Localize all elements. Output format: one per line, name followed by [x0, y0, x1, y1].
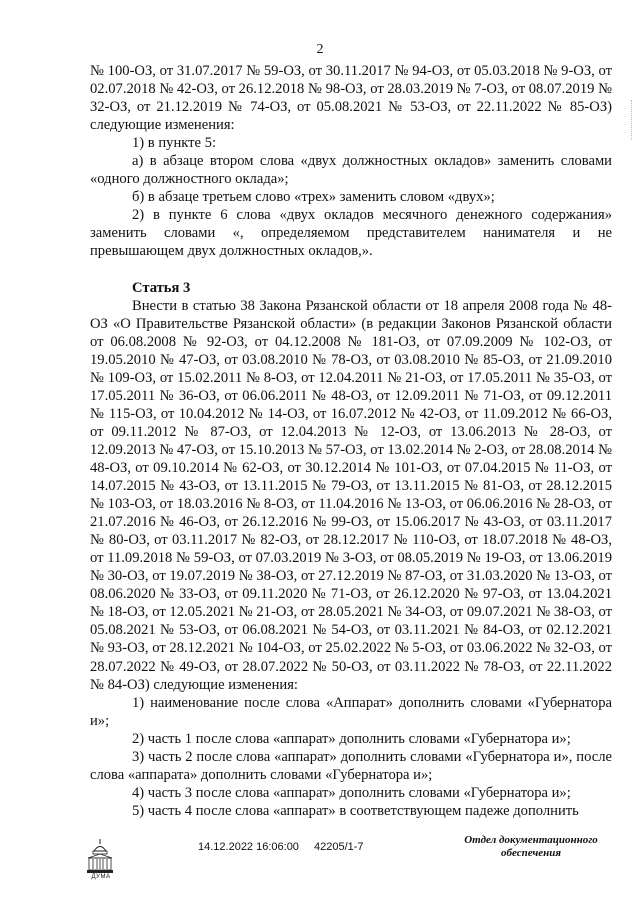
- registration-timestamp: 14.12.2022 16:06:00: [198, 841, 299, 853]
- paragraph: а) в абзаце втором слова «двух должностных окладов» заменить словами «одного должностного оклада»;: [90, 153, 612, 188]
- paragraph: 2) часть 1 после слова «аппарат» дополнить словами «Губернатора и»;: [132, 730, 571, 747]
- paragraph: б) в абзаце третьем слово «трех» заменить словом «двух»;: [132, 189, 495, 206]
- registration-code: 42205/1-7: [314, 841, 364, 853]
- paragraph: 1) в пункте 5:: [132, 135, 217, 152]
- paragraph: 3) часть 2 после слова «аппарат» дополнить словами «Губернатора и», после слова «аппарата» дополнить словами «Губернатора и»;: [90, 748, 612, 783]
- paragraph: 1) наименование после слова «Аппарат» дополнить словами «Губернатора и»;: [90, 694, 612, 729]
- paragraph: 5) часть 4 после слова «аппарат» в соответствующем падеже дополнить: [132, 802, 579, 819]
- document-body: [90, 62, 612, 820]
- page-footer: [0, 830, 640, 905]
- article-heading: Статья 3: [132, 279, 191, 296]
- department-stamp: [456, 834, 606, 860]
- scan-margin-marks: [631, 100, 634, 140]
- logo-caption: ДУМА: [91, 874, 111, 880]
- page-number: 2: [316, 42, 324, 57]
- paragraph-gap: [90, 261, 612, 279]
- paragraph: Внести в статью 38 Закона Рязанской области от 18 апреля 2008 года № 48-ОЗ «О Правительстве Рязанской области» (в редакции Законов Рязанской области от 06.08.2008 № 92-ОЗ, от 04.12.2008 № 181-ОЗ, от 07.09.2009 № 102-ОЗ, от 19.05.2010 № 47-ОЗ, от 03.08.2010 № 78-ОЗ, от 03.08.2010 № 85-ОЗ, от 21.09.2010 № 109-ОЗ, от 15.02.2011 № 8-ОЗ, от 12.04.2011 № 21-ОЗ, от 17.05.2011 № 35-ОЗ, от 17.05.2011 № 36-ОЗ, от 06.06.2011 № 48-ОЗ, от 12.09.2011 № 71-ОЗ, от 09.12.2011 № 115-ОЗ, от 10.04.2012 № 14-ОЗ, от 16.07.2012 № 42-ОЗ, от 11.09.2012 № 66-ОЗ, от 09.11.2012 № 87-ОЗ, от 12.04.2013 № 12-ОЗ, от 13.06.2013 № 28-ОЗ, от 12.09.2013 № 47-ОЗ, от 15.10.2013 № 57-ОЗ, от 13.02.2014 № 2-ОЗ, от 28.08.2014 № 48-ОЗ, от 09.10.2014 № 62-ОЗ, от 30.12.2014 № 101-ОЗ, от 07.04.2015 № 11-ОЗ, от 14.07.2015 № 43-ОЗ, от 13.11.2015 № 79-ОЗ, от 13.11.2015 № 81-ОЗ, от 28.12.2015 № 103-ОЗ, от 18.03.2016 № 8-ОЗ, от 11.04.2016 № 13-ОЗ, от 06.06.2016 № 28-ОЗ, от 21.07.2016 № 46-ОЗ, от 26.12.2016 № 99-ОЗ, от 15.06.2017 № 43-ОЗ, от 03.11.2017 № 80-ОЗ, от 03.11.2017 № 82-ОЗ, от 28.12.2017 № 110-ОЗ, от 18.07.2018 № 48-ОЗ, от 11.09.2018 № 59-ОЗ, от 07.03.2019 № 3-ОЗ, от 08.05.2019 № 19-ОЗ, от 13.06.2019 № 30-ОЗ, от 19.07.2019 № 38-ОЗ, от 27.12.2019 № 87-ОЗ, от 31.03.2020 № 13-ОЗ, от 08.06.2020 № 33-ОЗ, от 09.11.2020 № 71-ОЗ, от 26.12.2020 № 97-ОЗ, от 13.04.2021 № 18-ОЗ, от 12.05.2021 № 21-ОЗ, от 28.05.2021 № 34-ОЗ, от 09.07.2021 № 38-ОЗ, от 05.08.2021 № 53-ОЗ, от 06.08.2021 № 54-ОЗ, от 03.11.2021 № 84-ОЗ, от 02.12.2021 № 93-ОЗ, от 28.12.2021 № 104-ОЗ, от 25.02.2022 № 5-ОЗ, от 03.06.2022 № 32-ОЗ, от 28.07.2022 № 49-ОЗ, от 28.07.2022 № 50-ОЗ, от 03.11.2022 № 78-ОЗ, от 22.11.2022 № 84-ОЗ) следующие изменения:: [90, 297, 612, 693]
- department-stamp-line-2: обеспечения: [500, 847, 561, 859]
- paragraph: 2) в пункте 6 слова «двух окладов месячного денежного содержания» заменить словами «, определяемом представителем нанимателя и не превышающем двух должностных окладов,».: [90, 207, 612, 260]
- paragraph: 4) часть 3 после слова «аппарат» дополнить словами «Губернатора и»;: [132, 784, 571, 801]
- paragraph: № 100-ОЗ, от 31.07.2017 № 59-ОЗ, от 30.11.2017 № 94-ОЗ, от 05.03.2018 № 9-ОЗ, от 02.07.2018 № 42-ОЗ, от 26.12.2018 № 98-ОЗ, от 28.03.2019 № 7-ОЗ, от 08.07.2019 № 32-ОЗ, от 21.12.2019 № 74-ОЗ, от 05.08.2021 № 53-ОЗ, от 22.11.2022 № 85-ОЗ) следующие изменения:: [90, 63, 612, 134]
- duma-building-icon: [86, 838, 114, 874]
- department-stamp-line-1: Отдел документационного: [464, 834, 598, 846]
